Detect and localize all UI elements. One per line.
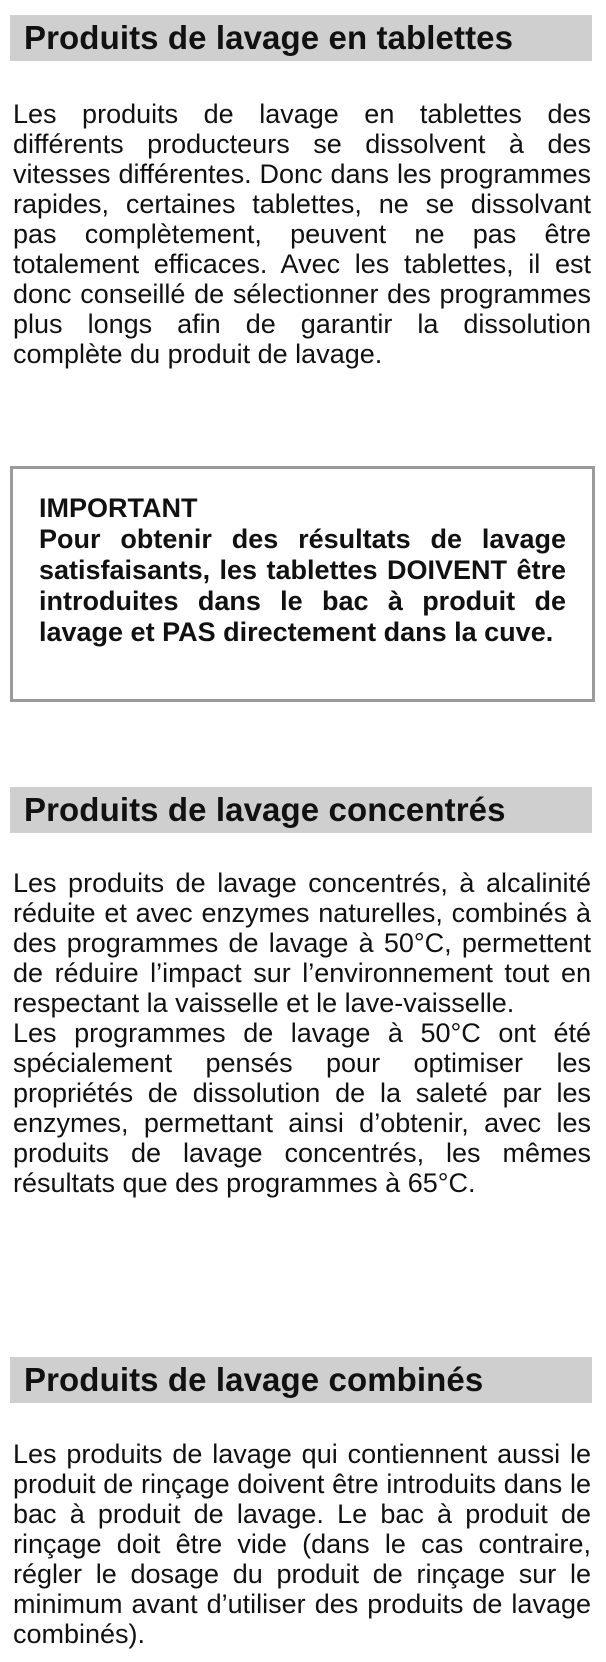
- heading-text: Produits de lavage en tablettes: [24, 19, 514, 56]
- important-text: Pour obtenir des résultats de lavage satisfaisants, les tablettes DOIVENT être introduites dans le bac à produit de lavage et PAS directement dans la cuve.: [39, 524, 566, 647]
- section-heading-concentres: [10, 787, 592, 833]
- paragraph: Les produits de lavage qui contiennent aussi le produit de rinçage doivent être introduits dans le bac à produit de lavage. Le bac à produit de rinçage doit être vide (dans le cas contraire, régler le dosage du produit de rinçage sur le minimum avant d’utiliser des produits de lavage combinés).: [13, 1439, 591, 1649]
- section-heading-tablettes: [10, 15, 592, 61]
- important-notice: [10, 466, 595, 702]
- section-body-tablettes: [13, 99, 591, 369]
- heading-text: Produits de lavage concentrés: [24, 791, 506, 828]
- section-body-combines: [13, 1439, 591, 1649]
- paragraph: Les programmes de lavage à 50°C ont été spécialement pensés pour optimiser les propriétés de dissolution de la saleté par les enzymes, permettant ainsi d’obtenir, avec les produits de lavage concentrés, les mêmes résultats que des programmes à 65°C.: [13, 1018, 591, 1198]
- heading-text: Produits de lavage combinés: [24, 1361, 484, 1398]
- important-title: IMPORTANT: [39, 493, 198, 523]
- paragraph: Les produits de lavage concentrés, à alcalinité réduite et avec enzymes naturelles, combinés à des programmes de lavage à 50°C, permettent de réduire l’impact sur l’environnement tout en respectant la vaisselle et le lave-vaisselle.: [13, 868, 591, 1018]
- section-heading-combines: [10, 1357, 592, 1403]
- section-body-concentres: [13, 868, 591, 1198]
- paragraph: Les produits de lavage en tablettes des différents producteurs se dissolvent à des vitesses différentes. Donc dans les programmes rapides, certaines tablettes, ne se dissolvant pas complètement, peuvent ne pas être totalement efficaces. Avec les tablettes, il est donc conseillé de sélectionner des programmes plus longs afin de garantir la dissolution complète du produit de lavage.: [13, 99, 591, 369]
